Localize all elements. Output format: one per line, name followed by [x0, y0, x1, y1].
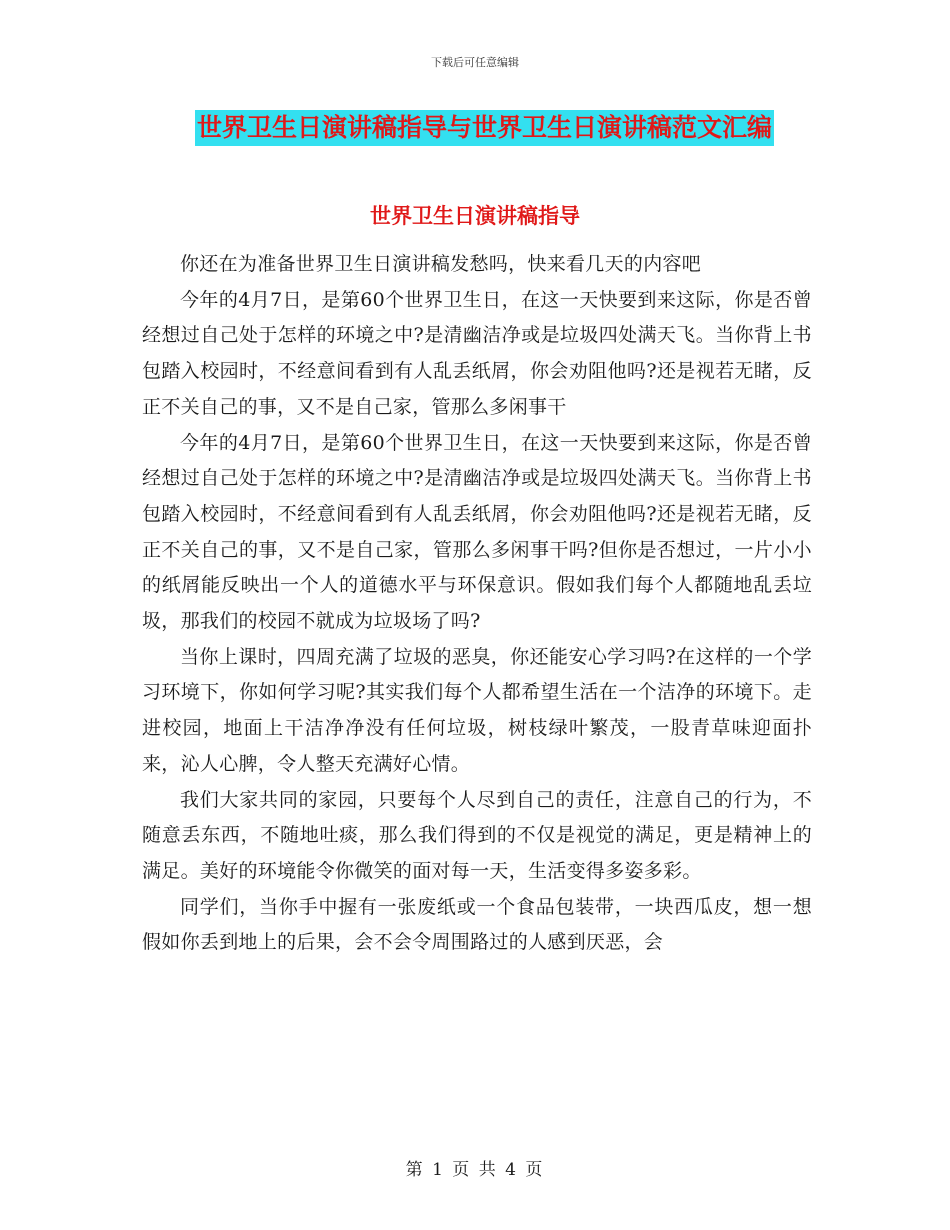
page-footer: 第 1 页 共 4 页	[405, 1160, 545, 1180]
paragraph-5: 我们大家共同的家园，只要每个人尽到自己的责任，注意自己的行为，不随意丢东西，不随地吐痰，那么我们得到的不仅是视觉的满足，更是精神上的满足。美好的环境能令你微笑的面对每一天，生活变得多姿多彩。	[142, 788, 812, 882]
section-title: 世界卫生日演讲稿指导	[370, 203, 580, 228]
paragraph-6: 同学们，当你手中握有一张废纸或一个食品包装带，一块西瓜皮，想一想假如你丢到地上的后果，会不会令周围路过的人感到厌恶，会	[142, 895, 812, 954]
document-body	[142, 247, 812, 961]
paragraph-3: 今年的4月7日，是第60个世界卫生日，在这一天快要到来这际，你是否曾经想过自己处于怎样的环境之中?是清幽洁净或是垃圾四处满天飞。当你背上书包踏入校园时，不经意间看到有人乱丢纸屑，你会劝阻他吗?还是视若无睹，反正不关自己的事，又不是自己家，管那么多闲事干吗?但你是否想过，一片小小的纸屑能反映出一个人的道德水平与环保意识。假如我们每个人都随地乱丢垃圾，那我们的校园不就成为垃圾场了吗?	[142, 431, 812, 633]
document-title: 世界卫生日演讲稿指导与世界卫生日演讲稿范文汇编	[195, 110, 774, 146]
header-note: 下载后可任意编辑	[431, 56, 519, 69]
paragraph-4: 当你上课时，四周充满了垃圾的恶臭，你还能安心学习吗?在这样的一个学习环境下，你如何学习呢?其实我们每个人都希望生活在一个洁净的环境下。走进校园，地面上干洁净净没有任何垃圾，树枝绿叶繁茂，一股青草味迎面扑来，沁人心脾，令人整天充满好心情。	[142, 645, 812, 775]
paragraph-2: 今年的4月7日，是第60个世界卫生日，在这一天快要到来这际，你是否曾经想过自己处于怎样的环境之中?是清幽洁净或是垃圾四处满天飞。当你背上书包踏入校园时，不经意间看到有人乱丢纸屑，你会劝阻他吗?还是视若无睹，反正不关自己的事，又不是自己家，管那么多闲事干	[142, 288, 812, 418]
paragraph-1: 你还在为准备世界卫生日演讲稿发愁吗，快来看几天的内容吧	[180, 253, 702, 275]
